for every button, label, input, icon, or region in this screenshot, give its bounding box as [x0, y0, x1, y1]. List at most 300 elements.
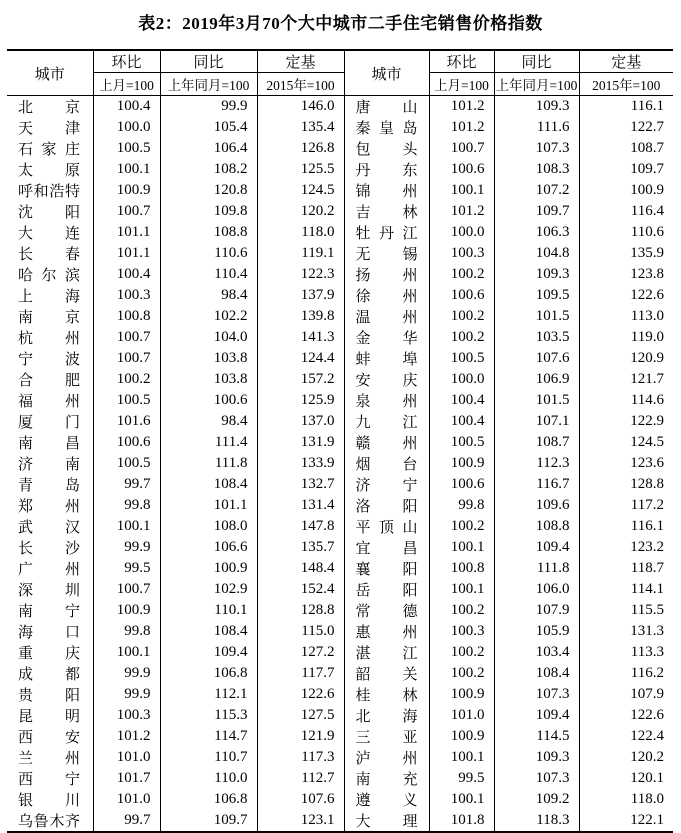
mom-value-cell: 100.2 [429, 600, 494, 621]
yoy-value-cell: 107.3 [494, 684, 579, 705]
mom-value-cell: 99.7 [93, 474, 160, 495]
mom-value-cell: 100.4 [93, 264, 160, 285]
fixed-base-value-cell: 135.9 [630, 245, 664, 261]
city-cell [344, 558, 429, 579]
table-row [7, 201, 673, 222]
city-cell [344, 390, 429, 411]
subheader-fixed-base-right: 2015年=100 [579, 73, 673, 96]
mom-value-cell: 100.5 [429, 432, 494, 453]
mom-value-cell: 100.5 [429, 348, 494, 369]
fixed-base-value-cell: 121.9 [257, 726, 344, 747]
city-cell [7, 180, 93, 201]
fixed-base-value-cell: 123.8 [630, 266, 664, 282]
yoy-value-cell: 107.3 [494, 138, 579, 159]
city-name: 包头 [355, 142, 418, 158]
city-cell [7, 138, 93, 159]
city-cell [344, 642, 429, 663]
subheader-yoy-base-right: 上年同月=100 [494, 73, 579, 96]
yoy-value-cell: 105.4 [160, 117, 257, 138]
city-name: 金华 [355, 331, 418, 347]
table-row [7, 411, 673, 432]
subheader-yoy-base-left: 上年同月=100 [160, 73, 257, 96]
mom-value-cell: 100.0 [93, 117, 160, 138]
mom-value-cell: 100.7 [429, 138, 494, 159]
city-cell [7, 495, 93, 516]
table-row [7, 453, 673, 474]
yoy-value-cell: 108.8 [494, 516, 579, 537]
city-cell [7, 222, 93, 243]
yoy-value-cell: 102.2 [160, 306, 257, 327]
mom-value-cell: 101.2 [429, 201, 494, 222]
mom-value-cell: 100.1 [429, 789, 494, 810]
fixed-base-value-cell: 122.3 [257, 264, 344, 285]
mom-value-cell: 101.2 [429, 117, 494, 138]
yoy-value-cell: 109.6 [494, 495, 579, 516]
city-name: 泉州 [355, 394, 418, 410]
city-cell [344, 705, 429, 726]
yoy-value-cell: 106.4 [160, 138, 257, 159]
yoy-value-cell: 101.5 [494, 306, 579, 327]
header-city-left: 城市 [7, 50, 93, 96]
city-cell [344, 348, 429, 369]
yoy-value-cell: 118.3 [494, 810, 579, 832]
fixed-base-value-cell: 131.4 [257, 495, 344, 516]
yoy-value-cell: 110.6 [160, 243, 257, 264]
mom-value-cell: 100.1 [429, 537, 494, 558]
yoy-value-cell: 106.0 [494, 579, 579, 600]
mom-value-cell: 101.8 [429, 810, 494, 832]
table-row [7, 474, 673, 495]
mom-value-cell: 100.6 [429, 474, 494, 495]
table-row [7, 117, 673, 138]
city-name: 成都 [18, 667, 80, 683]
fixed-base-value-cell: 124.4 [257, 348, 344, 369]
city-cell [344, 516, 429, 537]
yoy-value-cell: 103.8 [160, 369, 257, 390]
fixed-base-value-cell: 120.2 [630, 749, 664, 765]
fixed-base-value-cell: 157.2 [257, 369, 344, 390]
yoy-value-cell: 110.7 [160, 747, 257, 768]
mom-value-cell: 100.4 [429, 390, 494, 411]
city-name: 贵阳 [18, 688, 80, 704]
table-row [7, 747, 673, 768]
city-name: 常德 [355, 604, 418, 620]
mom-value-cell: 100.6 [93, 432, 160, 453]
city-name: 兰州 [18, 751, 80, 767]
city-name: 厦门 [18, 415, 80, 431]
city-cell [7, 390, 93, 411]
yoy-value-cell: 101.1 [160, 495, 257, 516]
city-name: 南昌 [18, 436, 80, 452]
yoy-value-cell: 109.7 [160, 810, 257, 832]
mom-value-cell: 100.1 [429, 747, 494, 768]
table-row [7, 243, 673, 264]
city-cell [7, 159, 93, 180]
mom-value-cell: 100.2 [429, 642, 494, 663]
fixed-base-value-cell: 107.6 [257, 789, 344, 810]
city-cell [344, 747, 429, 768]
fixed-base-value-cell: 123.6 [630, 455, 664, 471]
fixed-base-value-cell: 116.2 [630, 665, 664, 681]
yoy-value-cell: 109.8 [160, 201, 257, 222]
table-row [7, 348, 673, 369]
city-name: 太原 [18, 163, 80, 179]
fixed-base-value-cell: 116.4 [630, 203, 664, 219]
yoy-value-cell: 110.0 [160, 768, 257, 789]
yoy-value-cell: 116.7 [494, 474, 579, 495]
city-cell [344, 600, 429, 621]
price-index-table [7, 49, 673, 833]
fixed-base-value-cell: 122.6 [630, 707, 664, 723]
city-cell [7, 537, 93, 558]
city-cell [344, 810, 429, 832]
city-cell [7, 684, 93, 705]
city-name: 呼和浩特 [18, 184, 80, 200]
yoy-value-cell: 108.0 [160, 516, 257, 537]
fixed-base-value-cell: 131.3 [630, 623, 664, 639]
mom-value-cell: 101.0 [93, 789, 160, 810]
city-cell [7, 264, 93, 285]
mom-value-cell: 100.4 [429, 411, 494, 432]
yoy-value-cell: 108.2 [160, 159, 257, 180]
table-row [7, 264, 673, 285]
city-name: 北京 [18, 100, 80, 116]
mom-value-cell: 100.2 [429, 327, 494, 348]
city-cell [7, 411, 93, 432]
mom-value-cell: 99.5 [429, 768, 494, 789]
city-name: 韶关 [355, 667, 418, 683]
fixed-base-value-cell: 147.8 [257, 516, 344, 537]
fixed-base-value-cell: 137.0 [257, 411, 344, 432]
fixed-base-value-cell: 114.6 [630, 392, 664, 408]
mom-value-cell: 100.6 [429, 285, 494, 306]
city-cell [344, 684, 429, 705]
yoy-value-cell: 106.8 [160, 789, 257, 810]
city-name: 岳阳 [355, 583, 418, 599]
mom-value-cell: 99.9 [93, 663, 160, 684]
fixed-base-value-cell: 119.0 [630, 329, 664, 345]
city-cell [7, 600, 93, 621]
page-title: 表2：2019年3月70个大中城市二手住宅销售价格指数 [138, 14, 543, 33]
city-cell [344, 663, 429, 684]
city-name: 郑州 [18, 499, 80, 515]
city-cell [7, 642, 93, 663]
fixed-base-value-cell: 128.8 [630, 476, 664, 492]
city-name: 泸州 [355, 751, 418, 767]
table-body [7, 96, 673, 833]
city-cell [344, 264, 429, 285]
city-name: 宁波 [18, 352, 80, 368]
city-name: 徐州 [355, 289, 418, 305]
yoy-value-cell: 109.4 [160, 642, 257, 663]
city-name: 深圳 [18, 583, 80, 599]
table-row [7, 495, 673, 516]
fixed-base-value-cell: 120.2 [257, 201, 344, 222]
table-row [7, 285, 673, 306]
yoy-value-cell: 105.9 [494, 621, 579, 642]
fixed-base-value-cell: 113.0 [630, 308, 664, 324]
table-row [7, 138, 673, 159]
yoy-value-cell: 108.4 [160, 474, 257, 495]
city-name: 西安 [18, 730, 80, 746]
city-cell [344, 96, 429, 118]
table-row [7, 600, 673, 621]
fixed-base-value-cell: 122.6 [257, 684, 344, 705]
mom-value-cell: 101.2 [93, 726, 160, 747]
header-fixed-right: 定基 [579, 50, 673, 73]
city-cell [344, 138, 429, 159]
yoy-value-cell: 107.9 [494, 600, 579, 621]
city-cell [7, 369, 93, 390]
fixed-base-value-cell: 122.7 [630, 119, 664, 135]
mom-value-cell: 100.0 [429, 222, 494, 243]
fixed-base-value-cell: 127.2 [257, 642, 344, 663]
fixed-base-value-cell: 122.9 [630, 413, 664, 429]
fixed-base-value-cell: 123.2 [630, 539, 664, 555]
city-name: 三亚 [355, 730, 418, 746]
city-name: 蚌埠 [355, 352, 418, 368]
mom-value-cell: 100.9 [93, 180, 160, 201]
city-name: 青岛 [18, 478, 80, 494]
city-name: 桂林 [355, 688, 418, 704]
yoy-value-cell: 109.5 [494, 285, 579, 306]
fixed-base-value-cell: 120.9 [630, 350, 664, 366]
mom-value-cell: 101.2 [429, 96, 494, 118]
city-name: 长春 [18, 247, 80, 263]
fixed-base-value-cell: 124.5 [630, 434, 664, 450]
fixed-base-value-cell: 108.7 [630, 140, 664, 156]
city-name: 秦皇岛 [355, 121, 418, 137]
city-name: 赣州 [355, 436, 418, 452]
yoy-value-cell: 109.4 [494, 537, 579, 558]
city-cell [7, 327, 93, 348]
subheader-mom-base-right: 上月=100 [429, 73, 494, 96]
mom-value-cell: 100.8 [429, 558, 494, 579]
mom-value-cell: 100.6 [429, 159, 494, 180]
fixed-base-value-cell: 114.1 [630, 581, 664, 597]
mom-value-cell: 100.7 [93, 579, 160, 600]
city-cell [7, 747, 93, 768]
fixed-base-value-cell: 139.8 [257, 306, 344, 327]
mom-value-cell: 100.5 [93, 138, 160, 159]
city-name: 唐山 [355, 100, 418, 116]
yoy-value-cell: 106.8 [160, 663, 257, 684]
mom-value-cell: 100.0 [429, 369, 494, 390]
city-cell [7, 621, 93, 642]
table-row [7, 159, 673, 180]
header-city-right: 城市 [344, 50, 429, 96]
yoy-value-cell: 104.8 [494, 243, 579, 264]
fixed-base-value-cell: 120.1 [630, 770, 664, 786]
yoy-value-cell: 109.3 [494, 96, 579, 118]
city-name: 济南 [18, 457, 80, 473]
mom-value-cell: 100.2 [93, 369, 160, 390]
yoy-value-cell: 114.7 [160, 726, 257, 747]
table-row [7, 516, 673, 537]
city-cell [7, 705, 93, 726]
yoy-value-cell: 104.0 [160, 327, 257, 348]
table-row [7, 558, 673, 579]
table-row [7, 642, 673, 663]
yoy-value-cell: 98.4 [160, 411, 257, 432]
yoy-value-cell: 108.8 [160, 222, 257, 243]
table-row [7, 579, 673, 600]
fixed-base-value-cell: 122.4 [630, 728, 664, 744]
city-name: 石家庄 [18, 142, 80, 158]
mom-value-cell: 100.1 [429, 579, 494, 600]
city-name: 丹东 [355, 163, 418, 179]
city-name: 北海 [355, 709, 418, 725]
city-name: 天津 [18, 121, 80, 137]
city-cell [7, 810, 93, 832]
fixed-base-value-cell: 118.0 [630, 791, 664, 807]
city-name: 湛江 [355, 646, 418, 662]
yoy-value-cell: 99.9 [160, 96, 257, 118]
mom-value-cell: 100.7 [93, 348, 160, 369]
yoy-value-cell: 107.6 [494, 348, 579, 369]
city-name: 锦州 [355, 184, 418, 200]
city-cell [344, 579, 429, 600]
mom-value-cell: 100.1 [93, 159, 160, 180]
city-name: 杭州 [18, 331, 80, 347]
fixed-base-value-cell: 125.5 [257, 159, 344, 180]
mom-value-cell: 99.8 [429, 495, 494, 516]
city-name: 合肥 [18, 373, 80, 389]
city-cell [7, 285, 93, 306]
mom-value-cell: 100.9 [429, 453, 494, 474]
city-cell [7, 474, 93, 495]
city-cell [344, 768, 429, 789]
fixed-base-value-cell: 133.9 [257, 453, 344, 474]
yoy-value-cell: 110.4 [160, 264, 257, 285]
mom-value-cell: 100.1 [93, 642, 160, 663]
fixed-base-value-cell: 131.9 [257, 432, 344, 453]
city-name: 武汉 [18, 520, 80, 536]
yoy-value-cell: 106.9 [494, 369, 579, 390]
city-name: 烟台 [355, 457, 418, 473]
city-name: 牡丹江 [355, 226, 418, 242]
yoy-value-cell: 108.4 [160, 621, 257, 642]
yoy-value-cell: 103.4 [494, 642, 579, 663]
mom-value-cell: 99.9 [93, 684, 160, 705]
yoy-value-cell: 101.5 [494, 390, 579, 411]
mom-value-cell: 100.2 [429, 663, 494, 684]
yoy-value-cell: 120.8 [160, 180, 257, 201]
mom-value-cell: 99.8 [93, 495, 160, 516]
table-row [7, 768, 673, 789]
city-name: 福州 [18, 394, 80, 410]
yoy-value-cell: 102.9 [160, 579, 257, 600]
city-name: 乌鲁木齐 [18, 814, 80, 830]
city-cell [344, 201, 429, 222]
mom-value-cell: 101.0 [429, 705, 494, 726]
table-row [7, 180, 673, 201]
city-name: 惠州 [355, 625, 418, 641]
fixed-base-value-cell: 135.7 [257, 537, 344, 558]
city-cell [7, 768, 93, 789]
city-cell [7, 306, 93, 327]
fixed-base-value-cell: 117.7 [257, 663, 344, 684]
city-cell [344, 789, 429, 810]
city-cell [344, 537, 429, 558]
fixed-base-value-cell: 115.0 [257, 621, 344, 642]
yoy-value-cell: 109.3 [494, 747, 579, 768]
mom-value-cell: 100.3 [93, 705, 160, 726]
city-cell [344, 495, 429, 516]
yoy-value-cell: 115.3 [160, 705, 257, 726]
yoy-value-cell: 107.3 [494, 768, 579, 789]
fixed-base-value-cell: 135.4 [257, 117, 344, 138]
city-name: 长沙 [18, 541, 80, 557]
mom-value-cell: 100.3 [429, 243, 494, 264]
yoy-value-cell: 111.4 [160, 432, 257, 453]
fixed-base-value-cell: 126.8 [257, 138, 344, 159]
mom-value-cell: 100.4 [93, 96, 160, 118]
yoy-value-cell: 109.4 [494, 705, 579, 726]
table-row [7, 621, 673, 642]
city-cell [344, 327, 429, 348]
city-name: 哈尔滨 [18, 268, 80, 284]
table-row [7, 789, 673, 810]
table-row [7, 663, 673, 684]
fixed-base-value-cell: 110.6 [630, 224, 664, 240]
city-cell [7, 579, 93, 600]
city-cell [7, 726, 93, 747]
city-cell [344, 453, 429, 474]
table-row [7, 432, 673, 453]
mom-value-cell: 100.2 [429, 516, 494, 537]
mom-value-cell: 100.3 [93, 285, 160, 306]
fixed-base-value-cell: 121.7 [630, 371, 664, 387]
fixed-base-value-cell: 137.9 [257, 285, 344, 306]
fixed-base-value-cell: 122.6 [630, 287, 664, 303]
mom-value-cell: 100.7 [93, 327, 160, 348]
subheader-mom-base-left: 上月=100 [93, 73, 160, 96]
fixed-base-value-cell: 125.9 [257, 390, 344, 411]
fixed-base-value-cell: 127.5 [257, 705, 344, 726]
yoy-value-cell: 98.4 [160, 285, 257, 306]
mom-value-cell: 100.8 [93, 306, 160, 327]
mom-value-cell: 100.5 [93, 453, 160, 474]
mom-value-cell: 101.7 [93, 768, 160, 789]
fixed-base-value-cell: 117.3 [257, 747, 344, 768]
mom-value-cell: 100.7 [93, 201, 160, 222]
yoy-value-cell: 110.1 [160, 600, 257, 621]
mom-value-cell: 99.9 [93, 537, 160, 558]
yoy-value-cell: 107.1 [494, 411, 579, 432]
city-cell [344, 243, 429, 264]
city-cell [344, 621, 429, 642]
city-name: 扬州 [355, 268, 418, 284]
mom-value-cell: 101.1 [93, 222, 160, 243]
city-cell [344, 474, 429, 495]
mom-value-cell: 99.7 [93, 810, 160, 832]
fixed-base-value-cell: 122.1 [630, 812, 664, 828]
city-name: 南京 [18, 310, 80, 326]
city-cell [344, 411, 429, 432]
mom-value-cell: 100.9 [429, 684, 494, 705]
city-cell [7, 432, 93, 453]
city-cell [344, 432, 429, 453]
table-row [7, 684, 673, 705]
fixed-base-value-cell: 118.0 [257, 222, 344, 243]
city-cell [344, 117, 429, 138]
fixed-base-value-cell: 141.3 [257, 327, 344, 348]
header-mom-right: 环比 [429, 50, 494, 73]
fixed-base-value-cell: 123.1 [257, 810, 344, 832]
yoy-value-cell: 108.3 [494, 159, 579, 180]
mom-value-cell: 100.9 [429, 726, 494, 747]
